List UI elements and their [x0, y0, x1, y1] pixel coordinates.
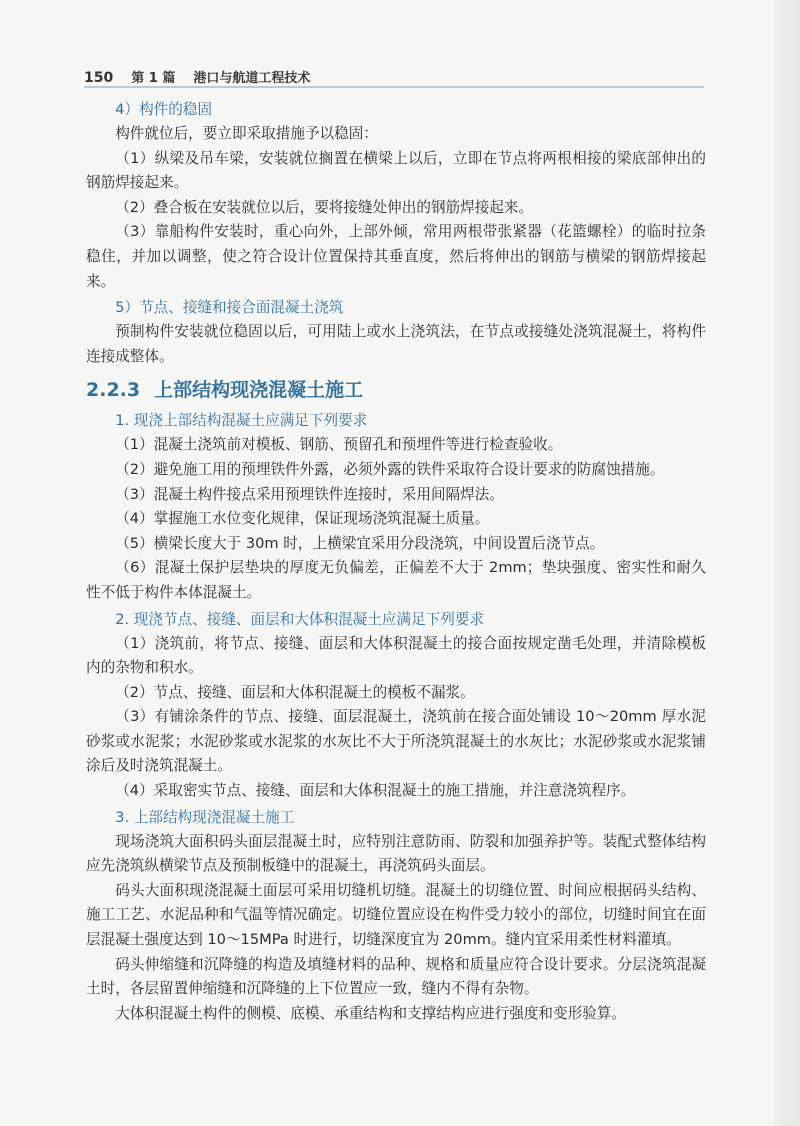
section-number: 2.2.3 [86, 379, 141, 402]
subheading: 3. 上部结构现浇混凝土施工 [115, 808, 295, 826]
paragraph: 码头大面积现浇混凝土面层可采用切缝机切缝。混凝土的切缝位置、时间应根据码头结构、施工工艺、水泥品种和气温等情况确定。切缝位置应设在构件受力较小的部位，切缝时间宜在面层混凝土强度达到 10～15MPa 时进行，切缝深度宜为 20mm。缝内宜采用柔性材料灌填。 [86, 881, 706, 949]
header-rule [84, 86, 704, 88]
paragraph: 构件就位后，要立即采取措施予以稳固： [115, 125, 378, 142]
page-edge-shadow [774, 0, 800, 1126]
paragraph: （1）混凝土浇筑前对模板、钢筋、预留孔和预埋件等进行检查验收。 [115, 436, 563, 454]
paragraph: （6）混凝土保护层垫块的厚度无负偏差，正偏差不大于 2mm；垫块强度、密实性和耐久性不低于构件本体混凝土。 [86, 559, 706, 601]
paragraph: （2）节点、接缝、面层和大体积混凝土的模板不漏浆。 [115, 683, 475, 701]
part-label: 第 1 篇 [131, 71, 176, 86]
body-text [86, 96, 706, 1026]
paragraph: （4）掌握施工水位变化规律，保证现场浇筑混凝土质量。 [115, 510, 490, 528]
paragraph: （5）横梁长度大于 30m 时，上横梁宜采用分段浇筑，中间设置后浇节点。 [115, 534, 605, 552]
page-number: 150 [84, 70, 114, 86]
running-title: 港口与航道工程技术 [193, 71, 311, 86]
paragraph: 大体积混凝土构件的侧模、底模、承重结构和支撑结构应进行强度和变形验算。 [115, 1004, 626, 1022]
paragraph: （1）纵梁及吊车梁，安装就位搁置在横梁上以后，立即在节点将两根相接的梁底部伸出的钢筋焊接起来。 [86, 149, 706, 192]
paragraph: （4）采取密实节点、接缝、面层和大体积混凝土的施工措施，并注意浇筑程序。 [115, 782, 636, 800]
paragraph: （3）靠船构件安装时，重心向外，上部外倾，常用两根带张紧器（花篮螺栓）的临时拉条稳住，并加以调整，使之符合设计位置保持其垂直度，然后将伸出的钢筋与横梁的钢筋焊接起来。 [86, 223, 706, 290]
paragraph: （3）有铺涂条件的节点、接缝、面层混凝土，浇筑前在接合面处铺设 10～20mm 厚水泥砂浆或水泥浆；水泥砂浆或水泥浆的水灰比不大于所浇筑混凝土的水灰比；水泥砂浆或水泥浆铺涂后及时浇筑混凝土。 [86, 708, 706, 775]
paragraph: 预制构件安装就位稳固以后，可用陆上或水上浇筑法，在节点或接缝处浇筑混凝土，将构件连接成整体。 [86, 323, 706, 365]
paragraph: （1）浇筑前，将节点、接缝、面层和大体积混凝土的接合面按规定凿毛处理，并清除模板内的杂物和积水。 [86, 634, 706, 677]
subheading: 1. 现浇上部结构混凝土应满足下列要求 [115, 412, 368, 430]
section-title: 上部结构现浇混凝土施工 [154, 379, 364, 402]
running-header [84, 60, 704, 86]
subheading: 2. 现浇节点、接缝、面层和大体积混凝土应满足下列要求 [115, 610, 485, 628]
paragraph: （3）混凝土构件接点采用预埋铁件连接时，采用间隔焊法。 [115, 485, 504, 503]
section-heading [86, 375, 706, 405]
subheading: 4）构件的稳固 [115, 101, 213, 118]
subheading: 5）节点、接缝和接合面混凝土浇筑 [115, 299, 344, 317]
paragraph: （2）避免施工用的预埋铁件外露，必须外露的铁件采取符合设计要求的防腐蚀措施。 [115, 460, 665, 478]
paragraph: 现场浇筑大面积码头面层混凝土时，应特别注意防雨、防裂和加强养护等。装配式整体结构应先浇筑纵横梁节点及预制板缝中的混凝土，再浇筑码头面层。 [86, 832, 706, 875]
paragraph: 码头伸缩缝和沉降缝的构造及填缝材料的品种、规格和质量应符合设计要求。分层浇筑混凝土时，各层留置伸缩缝和沉降缝的上下位置应一致，缝内不得有杂物。 [86, 955, 706, 998]
paragraph: （2）叠合板在安装就位以后，要将接缝处伸出的钢筋焊接起来。 [115, 198, 534, 216]
